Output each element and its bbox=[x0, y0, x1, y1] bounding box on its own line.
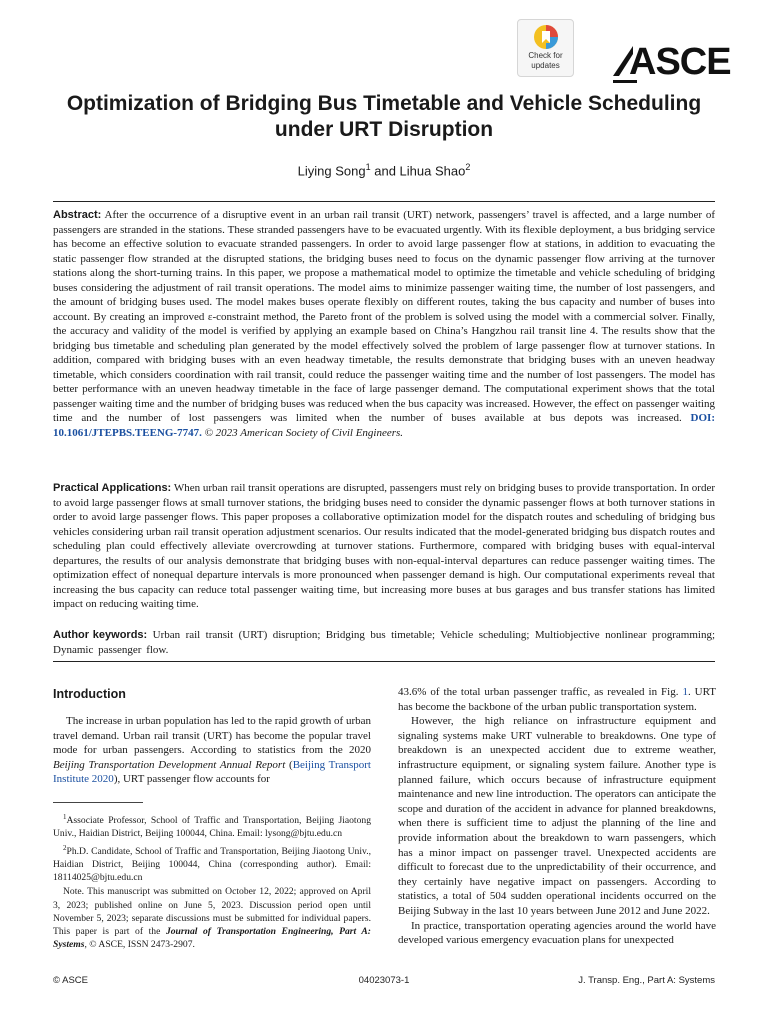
left-column bbox=[53, 686, 371, 787]
right-paragraph-3: In practice, transportation operating agencies around the world have developed various emergency evacuation plans for unexpected bbox=[398, 919, 716, 947]
author-2: Lihua Shao bbox=[399, 163, 466, 179]
author-line bbox=[60, 158, 708, 180]
asce-logo bbox=[611, 40, 731, 84]
abstract-label: Abstract: bbox=[53, 209, 102, 221]
check-for-updates-badge[interactable] bbox=[517, 19, 574, 77]
footnote-1-text: Associate Professor, School of Traffic and Transportation, Beijing Jiaotong Univ., Haidian District, Beijing 100044, China. Email: lysong@bjtu.edu.cn bbox=[53, 815, 371, 840]
journal-name: Journal of Transportation Engineering, Part A: Systems bbox=[53, 926, 371, 951]
footer-article-number: 04023073-1 bbox=[358, 975, 410, 986]
practical-applications-label: Practical Applications: bbox=[53, 482, 172, 494]
copyright-notice: © 2023 American Society of Civil Engineers. bbox=[201, 426, 404, 439]
footer-journal: J. Transp. Eng., Part A: Systems bbox=[578, 975, 715, 986]
footer-copyright: © ASCE bbox=[53, 975, 88, 986]
abstract-top-rule bbox=[53, 201, 715, 202]
author-1-affiliation: 1 bbox=[365, 162, 371, 172]
abstract bbox=[53, 208, 715, 440]
paper-title: Optimization of Bridging Bus Timetable and Vehicle Scheduling under URT Disruption bbox=[66, 92, 702, 141]
author-1: Liying Song bbox=[297, 163, 366, 179]
badge-line2: updates bbox=[531, 61, 560, 70]
author-separator: and bbox=[370, 163, 400, 179]
abstract-text: After the occurrence of a disruptive event in an urban rail transit (URT) network, passengers’ travel is affected, and a large number of passengers are stranded in the stations. These stranded passengers have to be evacuated urgently. With its flexible deployment, a bus bridging service has become an effective solution to evacuate stranded passengers. In order to avoid large passenger flow at stations, in addition to evacuating the static passenger flow stranded at the disrupted stations, the bridging buses need to focus on the dynamic passenger flow arriving at the turnover stations along the short-turning trains. In this paper, we propose a mathematical model to optimize the timetable and vehicle scheduling of bridging buses considering the adjustment of rail transit operations. The model aims to minimize passenger waiting time, the number of lost passengers, and the amount of bridging buses used. The model makes buses operate flexibly on different routes, taking the bus capacity and number of buses into account. By creating an improved ε-constraint method, the Pareto front of the problem is solved using the model with a commercial solver. Finally, the accuracy and validity of the model is verified by applying an example based on China’s Hangzhou rail transit line 4. The results show that the bridging bus timetable and scheduling plan generated by the model effectively solved the problem of large passenger flow at turnover stations. In addition, compared with bridging buses with an even headway timetable, the results demonstrate that bridging buses with an uneven headway timetable, which considers coordination with rail transit, could reduce the passenger waiting time and the number of lost passengers. The model has better performance with an uneven headway timetable in the face of large passenger demand. The computational experiment shows that the total passenger waiting time and the number of bridging buses was reduced when the bus capacity was increased. However, the effect on passenger waiting time and the number of lost passengers was limited when the number of buses available at bus depots was increased. bbox=[53, 209, 715, 424]
right-column bbox=[398, 685, 716, 948]
intro-paragraph bbox=[53, 714, 371, 787]
right-text-1a: 43.6% of the total urban passenger traffic, as revealed in Fig. bbox=[398, 686, 683, 698]
author-keywords-label: Author keywords: bbox=[53, 629, 148, 641]
right-paragraph-1 bbox=[398, 685, 716, 714]
figure-1-link[interactable]: 1 bbox=[682, 686, 688, 698]
asce-logo-text: ASCE bbox=[629, 41, 731, 83]
intro-text-2: ( bbox=[285, 758, 293, 771]
citation-link[interactable]: Beijing Transport Institute 2020 bbox=[53, 758, 371, 786]
right-text-1b: . URT has become the backbone of the urban public transportation system. bbox=[398, 686, 716, 713]
author-keywords-text: Urban rail transit (URT) disruption; Bridging bus timetable; Vehicle scheduling; Multiobjective nonlinear programming; Dynamic passenger flow. bbox=[53, 629, 715, 656]
practical-applications bbox=[53, 481, 715, 612]
intro-text-3: ), URT passenger flow accounts for bbox=[113, 773, 270, 786]
practical-applications-text: When urban rail transit operations are disrupted, passengers must rely on bridging buses to provide transportation. In order to avoid large passenger flows at small turnover stations, the bridging buses need to consider the dynamic passenger flows at both turnover stations in order to avoid large passenger flows. This paper proposes a collaborative optimization model for the dispatch routes and scheduling of bridging bus vehicles considering urban rail transit operation adjustment scenarios. Our results indicated that the model-generated bridging bus dispatch routes and scheduling plan could effectively alleviate overcrowding at turnover stations. Furthermore, compared with bridging buses with equal-interval departures, the results of our analysis demonstrate that bridging buses with non-equal-interval departures can reduce passenger waiting times. The optimization effect of nonequal departure intervals is more pronounced when passenger demand is high. Our computational experiments reveal that increasing the bus capacity can reduce total passenger waiting time, but increasing more buses at bus garages and bus transfer stations has limited impact on reducing waiting time. bbox=[53, 482, 715, 610]
submission-note bbox=[53, 885, 371, 951]
intro-text-1: The increase in urban population has led to the rapid growth of urban travel demand. Urban rail transit (URT) has become the popular travel mode for urban passengers. According to statistics from the 2020 bbox=[53, 715, 371, 757]
bookmark-check-icon bbox=[533, 24, 559, 50]
right-paragraph-2: However, the high reliance on infrastructure equipment and signaling systems make URT vulnerable to breakdowns. One type of breakdown is an unexpected accident due to extreme weather, infrastructure equipment, or signaling system failure. Another type is planned failure, which occurs because of infrastructure equipment maintenance and new line introduction. The operators can anticipate the scope and duration of the accident in advance for planned breakdowns, when there is sufficient time to adjust the planning of the line and provide information about the breakdown to warn passengers, which has a minor impact on passenger travel. Unexpected accidents are difficult to forecast due to the unpredictability of their occurrence, and they certainly have negative impact on passengers. According to statistics, a total of 504 sudden operational incidents occurred on the Beijing Subway in the last 10 years between June 2012 and June 2022. bbox=[398, 715, 716, 917]
author-2-affiliation: 2 bbox=[465, 162, 471, 172]
badge-line1: Check for bbox=[528, 51, 563, 60]
doi-label: DOI: bbox=[690, 412, 715, 424]
report-title: Beijing Transportation Development Annual Report bbox=[53, 758, 286, 771]
abstract-bottom-rule bbox=[53, 661, 715, 662]
footnotes bbox=[53, 811, 371, 952]
author-keywords bbox=[53, 628, 715, 657]
footnote-1 bbox=[53, 811, 371, 841]
footnote-2-text: Ph.D. Candidate, School of Traffic and Transportation, Beijing Jiaotong Univ., Haidian District, Beijing 100044, China (corresponding author). Email: 18114025@bjtu.edu.cn bbox=[53, 845, 371, 884]
note-text-1: Note. This manuscript was submitted on October 12, 2022; approved on April 3, 2023; published online on June 5, 2023. Discussion period open until November 5, 2023; separate discussions must be submitted for individual papers. This paper is part of the bbox=[53, 886, 371, 937]
footnote-1-marker: 1 bbox=[63, 813, 67, 821]
note-text-2: , © ASCE, ISSN 2473-2907. bbox=[84, 939, 195, 951]
section-heading-introduction: Introduction bbox=[53, 687, 126, 701]
doi-link[interactable]: 10.1061/JTEPBS.TEENG-7747. bbox=[53, 426, 202, 439]
footnote-2-marker: 2 bbox=[63, 843, 67, 852]
footnote-rule bbox=[53, 802, 143, 803]
footnote-2 bbox=[53, 842, 371, 885]
